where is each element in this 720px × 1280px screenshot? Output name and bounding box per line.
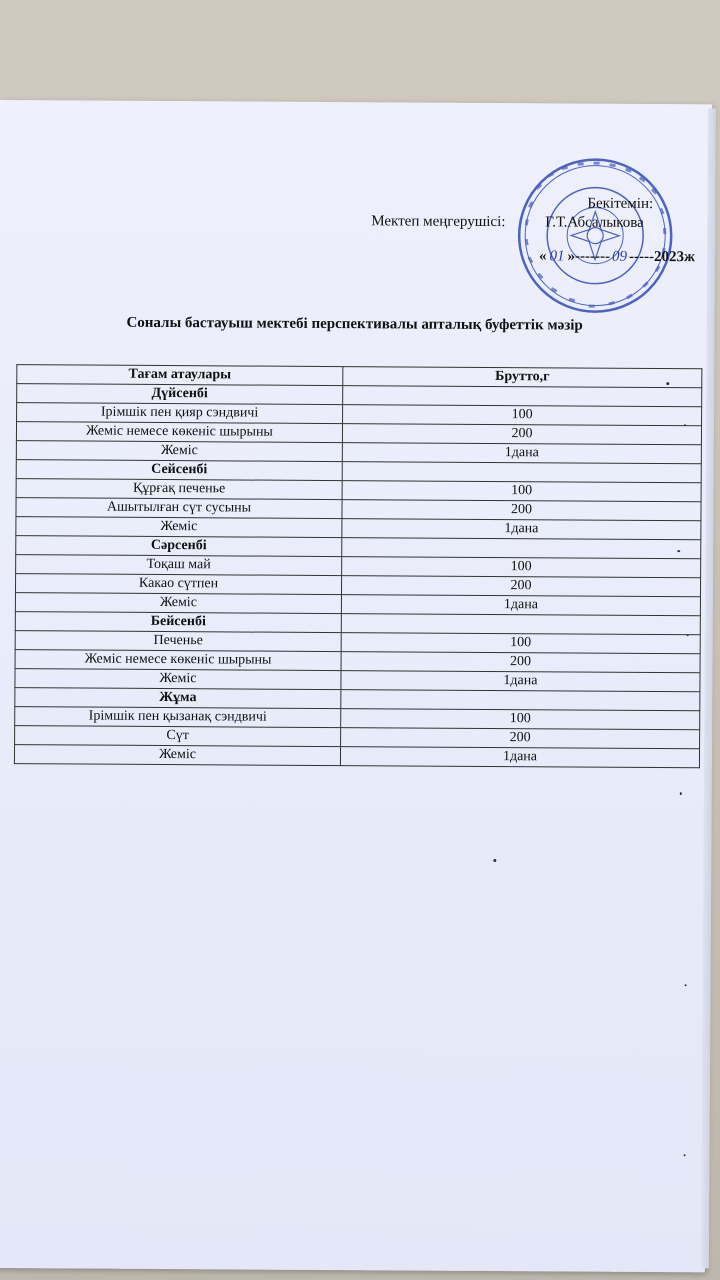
menu-table-body bbox=[14, 384, 701, 768]
dish-name-cell: Жеміс bbox=[16, 517, 342, 538]
paper-speck bbox=[684, 1154, 686, 1156]
dish-name-cell: Тоқаш май bbox=[16, 555, 342, 576]
day-name-cell: Сәрсенбі bbox=[16, 536, 342, 557]
weight-cell: 200 bbox=[342, 500, 701, 521]
date-month: 09 bbox=[611, 248, 628, 265]
dish-name-cell: Ірімшік пен қызанақ сэндвичі bbox=[15, 707, 341, 728]
weight-cell: 1дана bbox=[341, 671, 700, 692]
paper-speck bbox=[493, 859, 496, 862]
dish-name-cell: Жеміс немесе көкеніс шырыны bbox=[16, 422, 342, 443]
document-title: Соналы бастауыш мектебі перспективалы апталық буфеттік мәзір bbox=[126, 314, 583, 334]
paper-speck bbox=[680, 792, 682, 795]
weight-cell: 100 bbox=[341, 709, 700, 730]
weight-cell: 100 bbox=[342, 557, 701, 578]
day-name-cell: Дүйсенбі bbox=[17, 384, 343, 405]
paper-speck bbox=[687, 634, 689, 636]
date-close-quote: » bbox=[567, 248, 576, 265]
dish-name-cell: Жеміс bbox=[14, 745, 340, 766]
paper-speck bbox=[666, 382, 669, 385]
paper-speck bbox=[685, 984, 687, 986]
dish-name-cell: Печенье bbox=[15, 631, 341, 652]
weight-cell: 100 bbox=[343, 405, 702, 426]
official-stamp-seal bbox=[515, 155, 676, 316]
date-day: 01 bbox=[549, 248, 565, 265]
dish-name-cell: Жеміс bbox=[15, 593, 341, 614]
weight-cell: 1дана bbox=[340, 747, 699, 768]
approve-label: Бекітемін: bbox=[587, 195, 654, 212]
dish-name-cell: Жеміс немесе көкеніс шырыны bbox=[15, 650, 341, 671]
date-open-quote: « bbox=[539, 248, 547, 265]
weight-cell: 200 bbox=[342, 424, 701, 445]
approval-date: « 01 »------- 09 -----2023ж bbox=[539, 248, 695, 266]
dish-name-cell: Ірімшік пен қияр сэндвичі bbox=[17, 403, 343, 424]
head-of-school-label: Мектеп меңгерушісі: bbox=[371, 213, 506, 231]
date-year: 2023ж bbox=[653, 248, 695, 266]
weight-cell: 200 bbox=[341, 652, 700, 673]
weight-cell bbox=[341, 690, 700, 711]
weight-cell bbox=[342, 462, 701, 483]
table-row bbox=[14, 745, 699, 768]
weight-cell bbox=[343, 386, 702, 407]
dish-name-cell: Жеміс bbox=[15, 669, 341, 690]
dish-name-cell: Сүт bbox=[15, 726, 341, 747]
weight-cell: 1дана bbox=[342, 443, 701, 464]
weight-cell: 1дана bbox=[342, 519, 701, 540]
dish-name-cell: Құрғақ печенье bbox=[16, 479, 342, 500]
paper-speck bbox=[677, 550, 680, 552]
column-header-weight: Брутто,г bbox=[343, 367, 702, 388]
document-page bbox=[0, 100, 712, 1272]
day-name-cell: Бейсенбі bbox=[15, 612, 341, 633]
weight-cell: 100 bbox=[341, 633, 700, 654]
dish-name-cell: Ашытылған сүт сусыны bbox=[16, 498, 342, 519]
weight-cell: 200 bbox=[341, 576, 700, 597]
approver-name: Г.Т.Абсалыкова bbox=[545, 214, 644, 231]
weight-cell: 1дана bbox=[341, 595, 700, 616]
day-name-cell: Сейсенбі bbox=[16, 460, 342, 481]
paper-speck bbox=[684, 424, 686, 426]
approval-block bbox=[0, 100, 712, 304]
column-header-dish: Тағам атаулары bbox=[17, 365, 343, 386]
dish-name-cell: Жеміс bbox=[16, 441, 342, 462]
weight-cell: 200 bbox=[341, 728, 700, 749]
dish-name-cell: Какао сүтпен bbox=[15, 574, 341, 595]
weight-cell: 100 bbox=[342, 481, 701, 502]
day-name-cell: Жұма bbox=[15, 688, 341, 709]
weight-cell bbox=[341, 614, 700, 635]
weight-cell bbox=[342, 538, 701, 559]
menu-table bbox=[14, 364, 702, 768]
